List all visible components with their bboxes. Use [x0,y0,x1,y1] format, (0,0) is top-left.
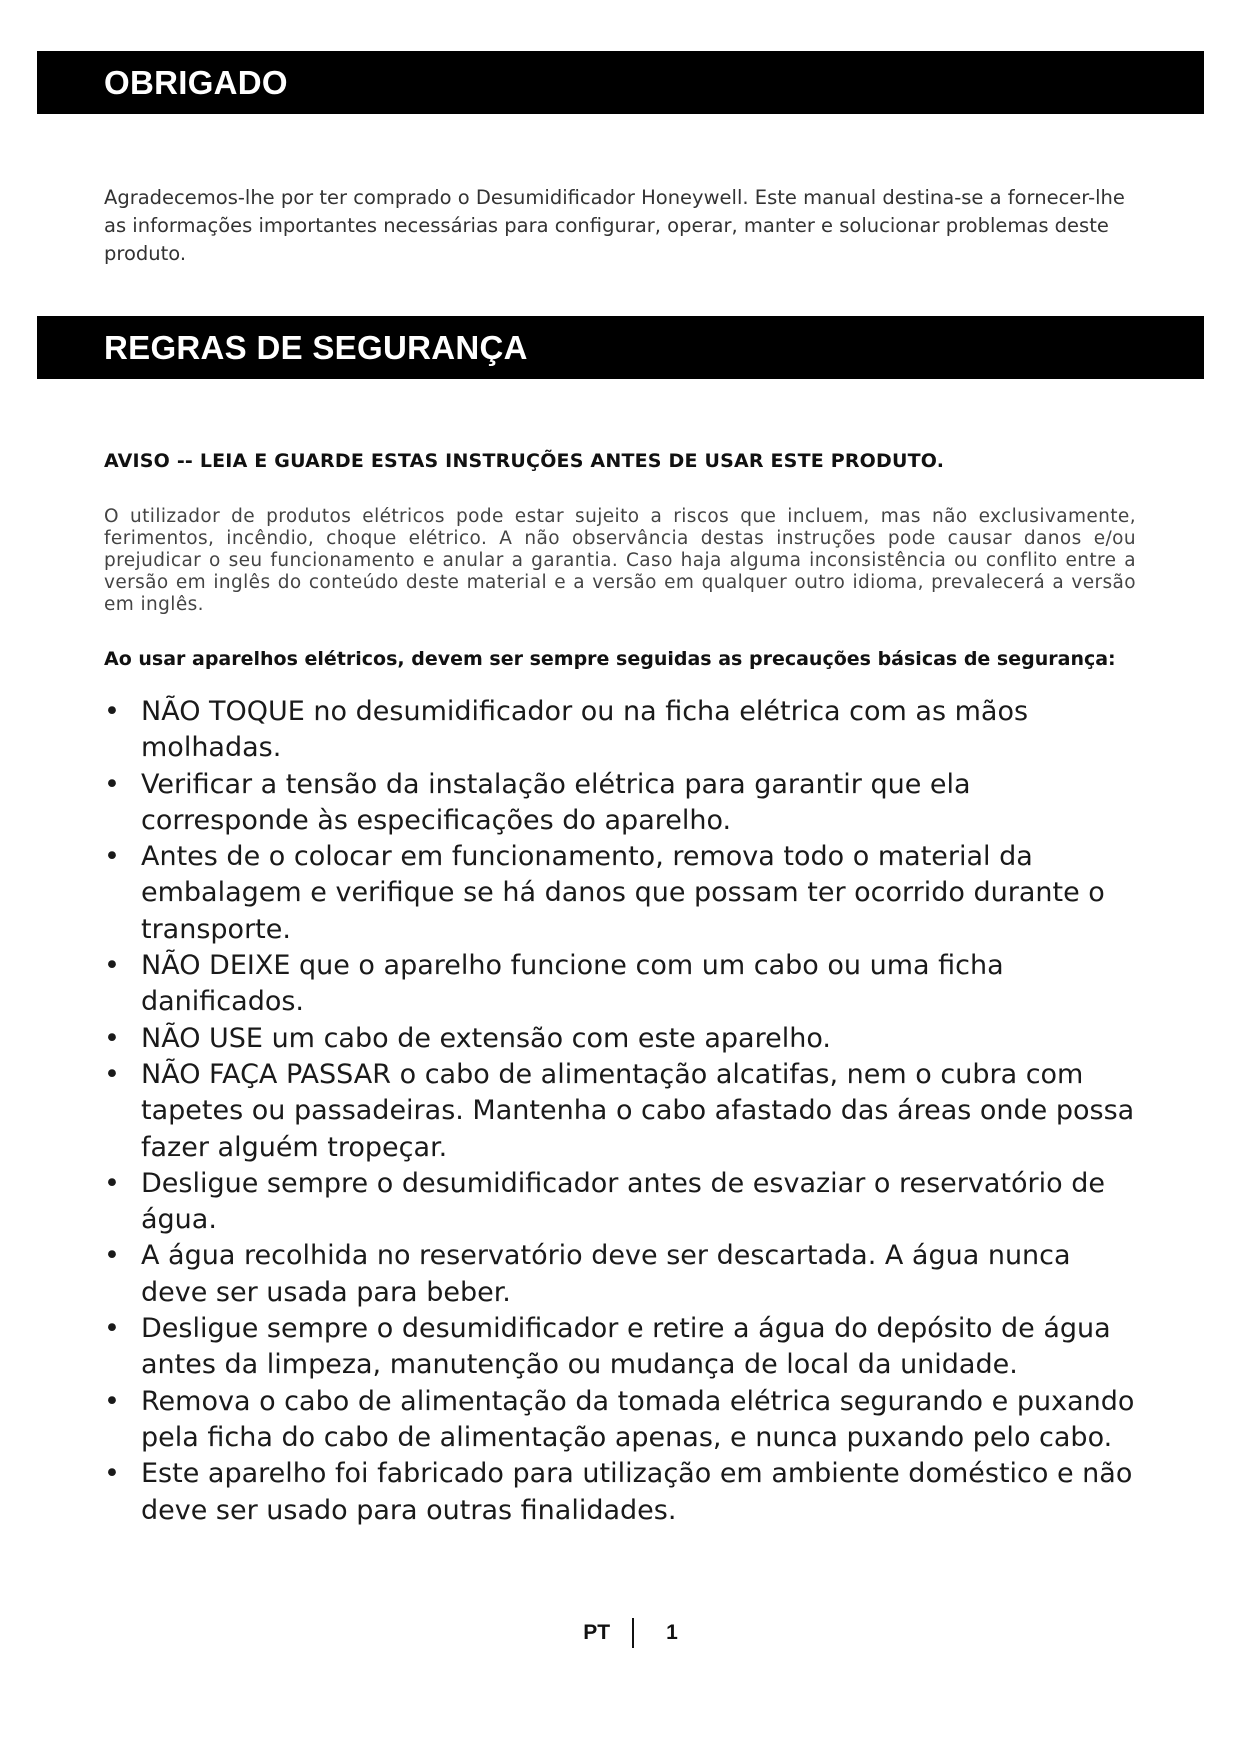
warning-heading: AVISO -- LEIA E GUARDE ESTAS INSTRUÇÕES ANTES DE USAR ESTE PRODUTO. [104,450,945,472]
section-header-thanks [37,51,1204,114]
safety-rule-text: Remova o cabo de alimentação da tomada elétrica segurando e puxando pela ficha do cabo de alimentação apenas, e nunca puxando pelo cabo. [141,1385,1135,1453]
safety-rule-text: Este aparelho foi fabricado para utilização em ambiente doméstico e não deve ser usado para outras finalidades. [141,1458,1133,1526]
footer-language: PT [583,1621,611,1644]
section-header-safety [37,316,1204,379]
page-footer [0,1618,1241,1648]
safety-rule-text: Desligue sempre o desumidificador antes de esvaziar o reservatório de água. [141,1167,1105,1236]
safety-rule [104,694,1144,767]
bullet-icon: • [104,696,120,727]
footer-divider [632,1618,634,1648]
safety-rule [104,1311,1144,1384]
safety-rule-text: Antes de o colocar em funcionamento, remova todo o material da embalagem e verifique se há danos que possam ter ocorrido durante o transporte. [141,841,1105,945]
bullet-icon: • [104,1022,120,1054]
bullet-icon: • [104,768,120,800]
bullet-icon: • [104,1385,120,1417]
safety-rule [104,1021,1144,1057]
bullet-icon: • [104,1167,120,1199]
section-title-safety: REGRAS DE SEGURANÇA [104,328,528,366]
safety-rule-text: NÃO DEIXE que o aparelho funcione com um cabo ou uma ficha danificados. [141,950,1004,1018]
bullet-icon: • [104,1058,120,1090]
safety-rule [104,767,1144,840]
intro-paragraph: Agradecemos-lhe por ter comprado o Desumidificador Honeywell. Este manual destina-se a fornecer-lhe as informações importantes necessárias para configurar, operar, manter e solucionar problemas deste produto. [104,186,1125,265]
page-number: 1 [666,1621,678,1644]
safety-rule-text: Verificar a tensão da instalação elétrica para garantir que ela corresponde às especificações do aparelho. [141,768,971,836]
safety-rule [104,948,1144,1021]
safety-rule [104,1166,1144,1239]
bullet-icon: • [104,1240,120,1272]
bullet-icon: • [104,1458,120,1490]
safety-rule [104,1456,1144,1529]
safety-rule [104,1384,1144,1457]
precautions-heading: Ao usar aparelhos elétricos, devem ser sempre seguidas as precauções básicas de segurança: [104,648,1116,670]
safety-rule-text: Desligue sempre o desumidificador e retire a água do depósito de água antes da limpeza, manutenção ou mudança de local da unidade. [141,1313,1111,1381]
safety-rule-text: NÃO USE um cabo de extensão com este aparelho. [141,1022,831,1054]
safety-rule [104,839,1144,948]
bullet-icon: • [104,841,120,873]
bullet-icon: • [104,1313,120,1345]
safety-rule-text: NÃO TOQUE no desumidificador ou na ficha elétrica com as mãos molhadas. [141,696,1029,764]
safety-rule [104,1057,1144,1166]
warning-paragraph: O utilizador de produtos elétricos pode estar sujeito a riscos que incluem, mas não exclusivamente, ferimentos, incêndio, choque elétrico. A não observância destas instruções pode causar danos e/ou prejudicar o seu funcionamento e anular a garantia. Caso haja alguma inconsistência ou conflito entre a versão em inglês do conteúdo deste material e a versão em qualquer outro idioma, prevalecerá a versão em inglês. [104,506,1136,615]
safety-rules-list [104,694,1144,1529]
safety-rule-text: A água recolhida no reservatório deve ser descartada. A água nunca deve ser usada para beber. [141,1240,1071,1308]
bullet-icon: • [104,950,120,982]
section-title-thanks: OBRIGADO [104,63,288,101]
safety-rule-text: NÃO FAÇA PASSAR o cabo de alimentação alcatifas, nem o cubra com tapetes ou passadeiras. Mantenha o cabo afastado das áreas onde possa fazer alguém tropeçar. [141,1058,1135,1163]
safety-rule [104,1238,1144,1311]
